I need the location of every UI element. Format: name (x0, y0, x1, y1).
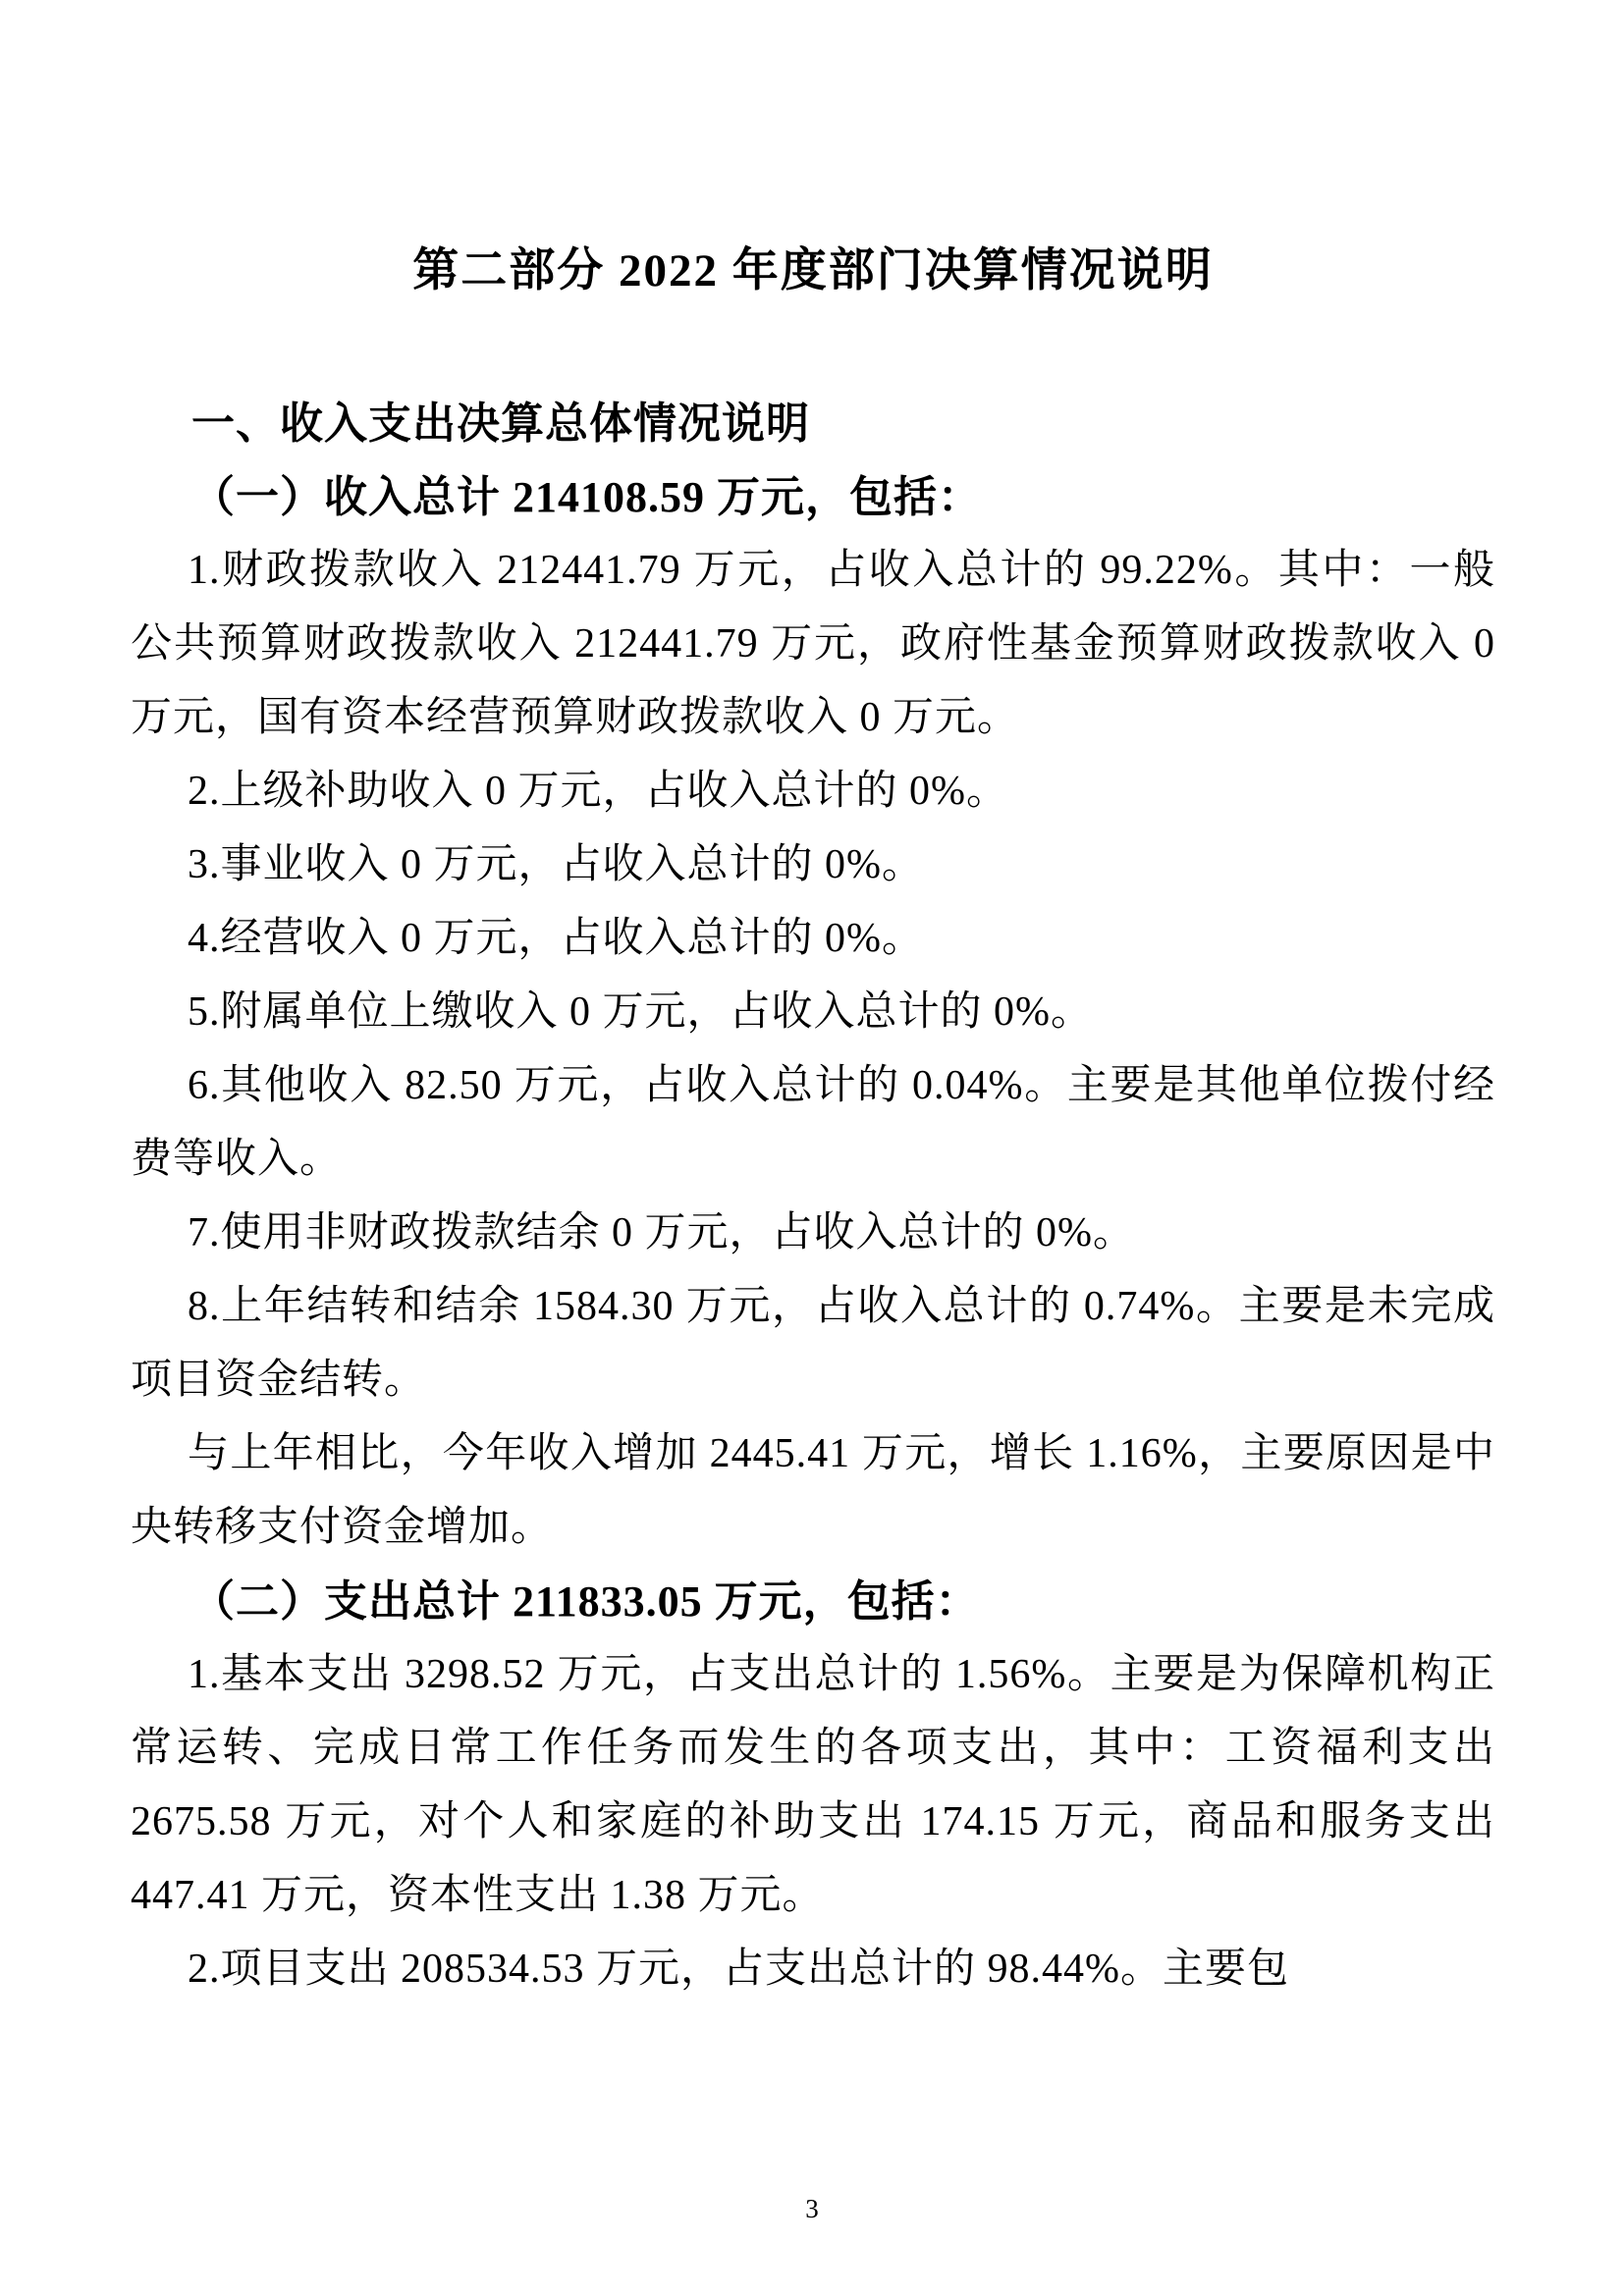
paragraph-year-over-year-income-change: 与上年相比，今年收入增加 2445.41 万元，增长 1.16%，主要原因是中央转移支付资金增加。 (131, 1431, 1495, 1550)
subsection-heading-total-income: （一）收入总计 214108.59 万元，包括： (191, 473, 982, 521)
paragraph-superior-subsidy-income: 2.上级补助收入 0 万元，占收入总计的 0%。 (188, 769, 1008, 814)
paragraph-affiliated-unit-income: 5.附属单位上缴收入 0 万元，占收入总计的 0%。 (188, 989, 1093, 1035)
paragraph-operating-income: 4.经营收入 0 万元，占收入总计的 0%。 (188, 916, 924, 961)
document-title: 第二部分 2022 年度部门决算情况说明 (412, 245, 1214, 296)
paragraph-carryover-income: 8.上年结转和结余 1584.30 万元，占收入总计的 0.74%。主要是未完成项目资金结转。 (131, 1284, 1495, 1403)
subsection-heading-total-expenditure: （二）支出总计 211833.05 万元，包括： (191, 1577, 980, 1626)
page-number: 3 (805, 2194, 819, 2223)
document-content (131, 0, 1495, 2006)
paragraph-institutional-income: 3.事业收入 0 万元，占收入总计的 0%。 (188, 842, 924, 887)
paragraph-project-expenditure: 2.项目支出 208534.53 万元，占支出总计的 98.44%。主要包 (188, 1947, 1289, 1992)
paragraph-non-fiscal-balance-income: 7.使用非财政拨款结余 0 万元，占收入总计的 0%。 (188, 1210, 1135, 1255)
paragraph-basic-expenditure: 1.基本支出 3298.52 万元，占支出总计的 1.56%。主要是为保障机构正常运转、完成日常工作任务而发生的各项支出，其中：工资福利支出 2675.58 万元，对个人和家庭的补助支出 174.15 万元，商品和服务支出 447.41 万元，资本性支出 1.38 万元。 (131, 1652, 1495, 1918)
paragraph-other-income: 6.其他收入 82.50 万元，占收入总计的 0.04%。主要是其他单位拨付经费等收入。 (131, 1063, 1495, 1182)
paragraph-fiscal-appropriation-income: 1.财政拨款收入 212441.79 万元，占收入总计的 99.22%。其中：一般公共预算财政拨款收入 212441.79 万元，政府性基金预算财政拨款收入 0 万元，国有资本经营预算财政拨款收入 0 万元。 (131, 548, 1495, 740)
section-heading-income-expenditure-overview: 一、收入支出决算总体情况说明 (191, 400, 810, 448)
